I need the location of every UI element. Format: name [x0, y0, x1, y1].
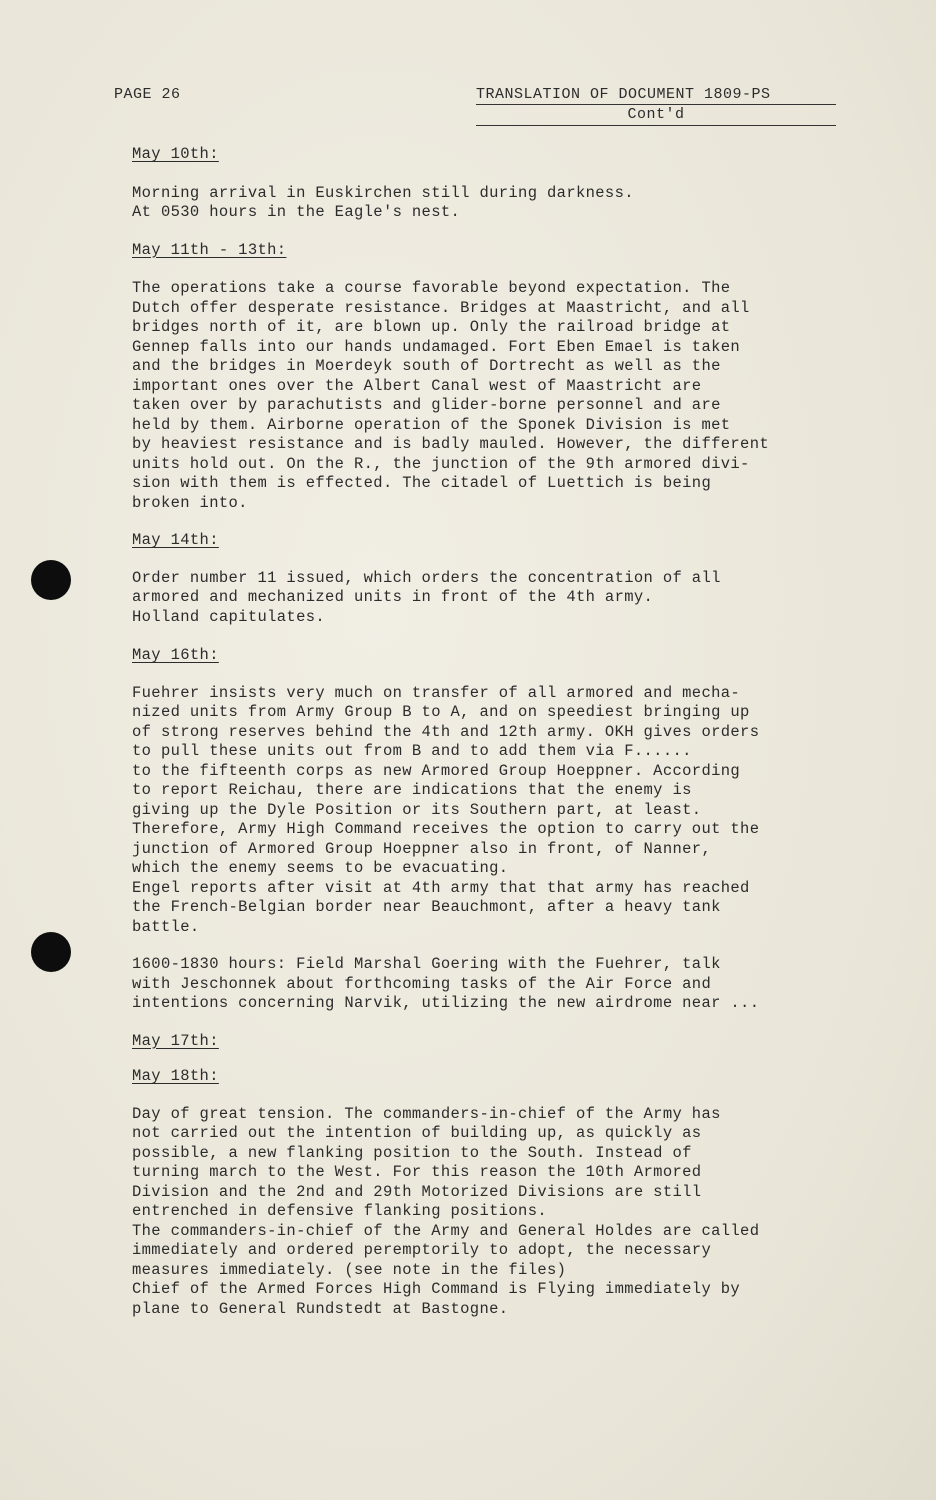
entry-date: May 11th - 13th: — [132, 240, 287, 259]
entry-paragraph: Fuehrer insists very much on transfer of all armored and mecha- nized units from Army Group B to A, and on speediest bringing up of strong reserves behind the 4th and 12th army. OKH gives orders to pull these units out from B and to add them via F...... to the fifteenth corps as new Armored Group Hoeppner. According to report Reichau, there are indications that the enemy is giving up the Dyle Position or its Southern part, at least. Therefore, Army High Command receives the option to carry out the junction of Armored Group Hoeppner also in front, of Nanner, which the enemy seems to be evacuating. Engel reports after visit at 4th army that that army has reached the French-Belgian border near Beauchmont, after a heavy tank battle. — [132, 683, 760, 936]
entry-may-17 — [132, 1032, 892, 1052]
entry-date: May 10th: — [132, 145, 219, 163]
entry-paragraph: Day of great tension. The commanders-in-chief of the Army has not carried out the intention of building up, as quickly as possible, a new flanking position to the South. Instead of turning march to the West. For this reason the 10th Armored Division and the 2nd and 29th Motorized Divisions are still entrenched in defensive flanking positions. The commanders-in-chief of the Army and General Holdes are called immediately and ordered peremptorily to adopt, the necessary measures immediately. (see note in the files) Chief of the Armed Forces High Command is Flying immediately by plane to General Rundstedt at Bastogne. — [132, 1104, 760, 1318]
entry-date: May 16th: — [132, 646, 219, 664]
entry-may-10 — [132, 145, 892, 223]
punch-hole-top — [31, 560, 71, 600]
page-number: PAGE 26 — [114, 86, 181, 103]
entry-may-14 — [132, 531, 892, 627]
entry-date: May 14th: — [132, 531, 219, 549]
diary-body — [132, 145, 892, 1319]
continued-label: Cont'd — [476, 105, 836, 126]
entry-paragraph: The operations take a course favorable beyond expectation. The Dutch offer desperate resistance. Bridges at Maastricht, and all bridges north of it, are blown up. Only the railroad bridge at Gennep falls into our hands undamaged. Fort Eben Emael is taken and the bridges in Moerdeyk south of Dortrecht as well as the important ones over the Albert Canal west of Maastricht are taken over by parachutists and glider-borne personnel and are held by them. Airborne operation of the Sponek Division is met by heaviest resistance and is badly mauled. However, the different units hold out. On the R., the junction of the 9th armored divi- sion with them is effected. The citadel of Luettich is being broken into. — [132, 279, 769, 512]
entry-may-11-13 — [132, 241, 892, 514]
document-title: TRANSLATION OF DOCUMENT 1809-PS — [476, 86, 836, 105]
punch-hole-bottom — [31, 932, 71, 972]
entry-paragraph: 1600-1830 hours: Field Marshal Goering with the Fuehrer, talk with Jeschonnek about forthcoming tasks of the Air Force and intentions concerning Narvik, utilizing the new airdrome near ... — [132, 955, 760, 1012]
document-header — [476, 86, 836, 126]
entry-date: May 17th: — [132, 1031, 219, 1050]
entry-paragraph: Order number 11 issued, which orders the concentration of all armored and mechanized units in front of the 4th army. Holland capitulates. — [132, 568, 721, 626]
entry-paragraph: Morning arrival in Euskirchen still during darkness. At 0530 hours in the Eagle's nest. — [132, 183, 634, 221]
entry-may-16 — [132, 646, 892, 1014]
entry-may-18 — [132, 1067, 892, 1319]
entry-date: May 18th: — [132, 1067, 219, 1085]
